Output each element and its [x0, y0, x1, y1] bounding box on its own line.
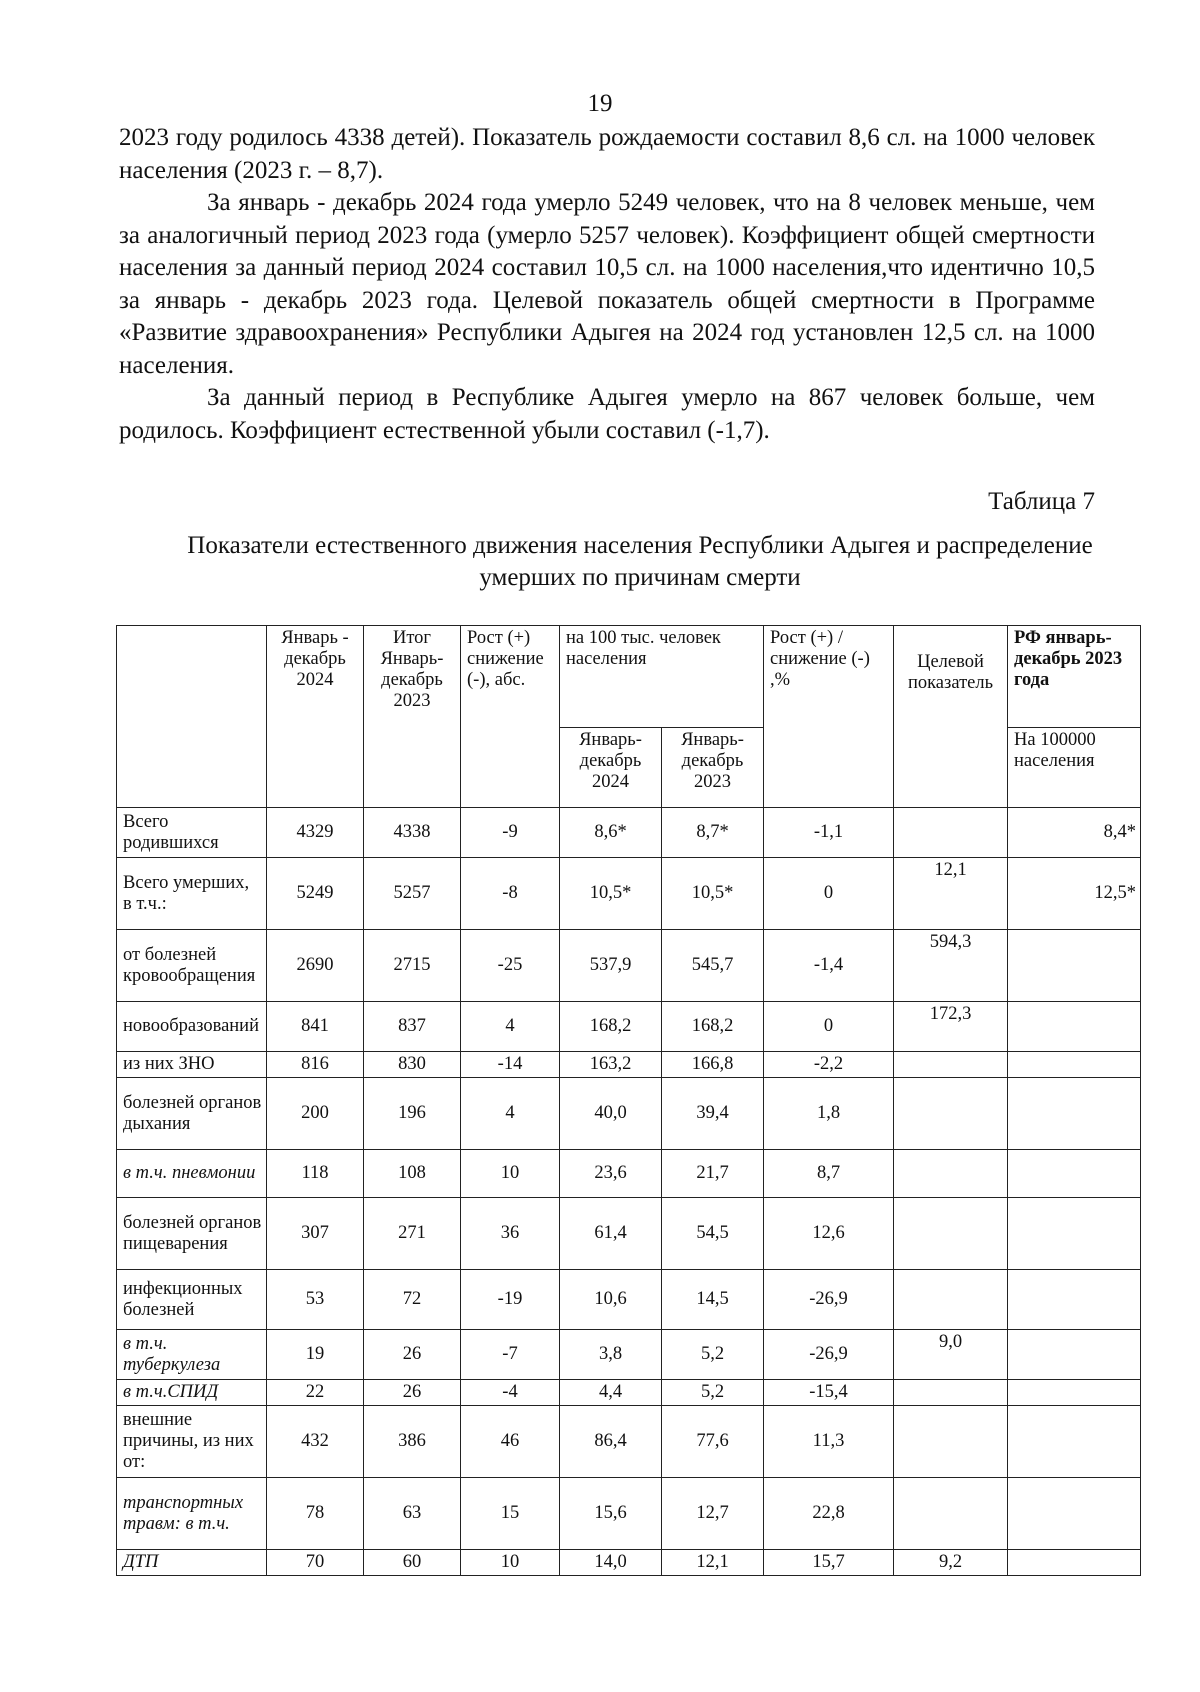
cell-target: 9,0 — [894, 1330, 1008, 1380]
header-growth-pct: Рост (+) / снижение (-) ,% — [764, 626, 894, 808]
table-row — [117, 1270, 1141, 1330]
cell-growth-pct: -2,2 — [764, 1052, 894, 1078]
cell-rf: 8,4* — [1008, 808, 1141, 858]
cell-2023: 196 — [364, 1078, 461, 1150]
cell-2023: 63 — [364, 1478, 461, 1550]
cell-rate-2024: 86,4 — [560, 1406, 662, 1478]
cell-growth-abs: -9 — [461, 808, 560, 858]
row-label: инфекционных болезней — [117, 1270, 267, 1330]
cell-target: 594,3 — [894, 930, 1008, 1002]
cell-rf — [1008, 1406, 1141, 1478]
cell-rf — [1008, 1478, 1141, 1550]
cell-rate-2023: 12,7 — [662, 1478, 764, 1550]
table-title: Показатели естественного движения населения Республики Адыгея и распределение умерших по причинам смерти — [187, 532, 1093, 591]
row-label: от болезней кровообращения — [117, 930, 267, 1002]
cell-rate-2023: 12,1 — [662, 1550, 764, 1576]
cell-rate-2024: 14,0 — [560, 1550, 662, 1576]
page-number: 19 — [587, 90, 613, 117]
paragraph-natural-decline: За данный период в Республике Адыгея умерло на 867 человек больше, чем родилось. Коэффициент естественной убыли составил (-1,7). — [119, 384, 1095, 444]
row-label: в т.ч. туберкулеза — [117, 1330, 267, 1380]
header-rf-per-100k: На 100000 населения — [1008, 728, 1141, 808]
cell-rate-2024: 168,2 — [560, 1002, 662, 1052]
header-label-empty — [117, 626, 267, 808]
table-row — [117, 858, 1141, 930]
cell-target — [894, 1078, 1008, 1150]
cell-growth-pct: 12,6 — [764, 1198, 894, 1270]
cell-rate-2023: 54,5 — [662, 1198, 764, 1270]
cell-2023: 72 — [364, 1270, 461, 1330]
cell-growth-pct: -26,9 — [764, 1330, 894, 1380]
cell-rf — [1008, 1550, 1141, 1576]
cell-rate-2023: 77,6 — [662, 1406, 764, 1478]
row-label: ДТП — [117, 1550, 267, 1576]
header-jan-dec-2024: Январь - декабрь 2024 — [267, 626, 364, 808]
body-text — [119, 122, 1095, 447]
cell-rf — [1008, 1150, 1141, 1198]
cell-2024: 78 — [267, 1478, 364, 1550]
cell-growth-abs: -19 — [461, 1270, 560, 1330]
cell-growth-abs: 10 — [461, 1150, 560, 1198]
header-row-1 — [117, 626, 1141, 728]
cell-rate-2024: 10,5* — [560, 858, 662, 930]
table-row — [117, 1052, 1141, 1078]
cell-rate-2023: 166,8 — [662, 1052, 764, 1078]
cell-rate-2024: 10,6 — [560, 1270, 662, 1330]
cell-growth-pct: -1,1 — [764, 808, 894, 858]
cell-2024: 53 — [267, 1270, 364, 1330]
cell-growth-abs: -25 — [461, 930, 560, 1002]
cell-rate-2024: 61,4 — [560, 1198, 662, 1270]
cell-rate-2024: 163,2 — [560, 1052, 662, 1078]
cell-rf — [1008, 1078, 1141, 1150]
cell-target — [894, 1198, 1008, 1270]
cell-2024: 22 — [267, 1380, 364, 1406]
cell-rate-2023: 5,2 — [662, 1330, 764, 1380]
cell-target: 9,2 — [894, 1550, 1008, 1576]
header-growth-abs: Рост (+) снижение (-), абс. — [461, 626, 560, 808]
table-row — [117, 1078, 1141, 1150]
cell-rate-2023: 39,4 — [662, 1078, 764, 1150]
cell-rate-2023: 5,2 — [662, 1380, 764, 1406]
cell-2024: 200 — [267, 1078, 364, 1150]
cell-growth-abs: -4 — [461, 1380, 560, 1406]
table-row — [117, 808, 1141, 858]
cell-rate-2023: 545,7 — [662, 930, 764, 1002]
row-label: Всего умерших, в т.ч.: — [117, 858, 267, 930]
cell-growth-abs: -7 — [461, 1330, 560, 1380]
cell-rate-2024: 4,4 — [560, 1380, 662, 1406]
table-body — [117, 626, 1141, 1576]
cell-growth-abs: 4 — [461, 1078, 560, 1150]
cell-growth-abs: 46 — [461, 1406, 560, 1478]
cell-rf — [1008, 930, 1141, 1002]
cell-2024: 841 — [267, 1002, 364, 1052]
cell-growth-pct: 8,7 — [764, 1150, 894, 1198]
header-per-100k-2023: Январь-декабрь 2023 — [662, 728, 764, 808]
cell-2024: 19 — [267, 1330, 364, 1380]
cell-2024: 816 — [267, 1052, 364, 1078]
table-row — [117, 930, 1141, 1002]
cell-2023: 271 — [364, 1198, 461, 1270]
cell-2024: 118 — [267, 1150, 364, 1198]
cell-target — [894, 1150, 1008, 1198]
table-row — [117, 1380, 1141, 1406]
cell-growth-pct: -1,4 — [764, 930, 894, 1002]
cell-target — [894, 1052, 1008, 1078]
cell-growth-abs: 15 — [461, 1478, 560, 1550]
cell-growth-pct: 15,7 — [764, 1550, 894, 1576]
cell-growth-pct: 22,8 — [764, 1478, 894, 1550]
row-label: из них ЗНО — [117, 1052, 267, 1078]
cell-growth-abs: -8 — [461, 858, 560, 930]
cell-2023: 26 — [364, 1330, 461, 1380]
table-row — [117, 1330, 1141, 1380]
cell-rf — [1008, 1198, 1141, 1270]
row-label: в т.ч.СПИД — [117, 1380, 267, 1406]
cell-rate-2024: 23,6 — [560, 1150, 662, 1198]
header-target: Целевой показатель — [894, 626, 1008, 808]
cell-2023: 4338 — [364, 808, 461, 858]
paragraph-mortality: За январь - декабрь 2024 года умерло 5249 человек, что на 8 человек меньше, чем за аналогичный период 2023 года (умерло 5257 человек). Коэффициент общей смертности населения за данный период 2024 составил 10,5 сл. на 1000 населения,что идентично 10,5 за январь - декабрь 2023 года. Целевой показатель общей смертности в Программе «Развитие здравоохранения» Республики Адыгея на 2024 год установлен 12,5 сл. на 1000 населения. — [119, 189, 1095, 379]
row-label: новообразований — [117, 1002, 267, 1052]
header-per-100k-2024: Январь-декабрь 2024 — [560, 728, 662, 808]
cell-rate-2023: 10,5* — [662, 858, 764, 930]
table-row — [117, 1550, 1141, 1576]
table-row — [117, 1150, 1141, 1198]
cell-2023: 5257 — [364, 858, 461, 930]
table-row — [117, 1406, 1141, 1478]
cell-target — [894, 1270, 1008, 1330]
cell-growth-abs: 4 — [461, 1002, 560, 1052]
cell-2023: 26 — [364, 1380, 461, 1406]
cell-target — [894, 1406, 1008, 1478]
cell-growth-pct: 0 — [764, 1002, 894, 1052]
cell-rf — [1008, 1002, 1141, 1052]
cell-rate-2023: 21,7 — [662, 1150, 764, 1198]
cell-growth-abs: -14 — [461, 1052, 560, 1078]
cell-growth-abs: 36 — [461, 1198, 560, 1270]
cell-rate-2024: 40,0 — [560, 1078, 662, 1150]
cell-target — [894, 1380, 1008, 1406]
cell-target: 172,3 — [894, 1002, 1008, 1052]
row-label: Всего родившихся — [117, 808, 267, 858]
cell-rf — [1008, 1052, 1141, 1078]
cell-rate-2023: 14,5 — [662, 1270, 764, 1330]
cell-rf — [1008, 1270, 1141, 1330]
cell-2024: 5249 — [267, 858, 364, 930]
row-label: болезней органов пищеварения — [117, 1198, 267, 1270]
cell-rf — [1008, 1380, 1141, 1406]
cell-rate-2024: 15,6 — [560, 1478, 662, 1550]
table-caption: Таблица 7 — [988, 488, 1095, 515]
cell-growth-pct: 11,3 — [764, 1406, 894, 1478]
cell-2024: 70 — [267, 1550, 364, 1576]
table-row — [117, 1002, 1141, 1052]
cell-growth-pct: -26,9 — [764, 1270, 894, 1330]
cell-2023: 2715 — [364, 930, 461, 1002]
header-total-2023: Итог Январь-декабрь 2023 — [364, 626, 461, 808]
cell-2024: 307 — [267, 1198, 364, 1270]
cell-2023: 386 — [364, 1406, 461, 1478]
cell-rf — [1008, 1330, 1141, 1380]
cell-growth-pct: 0 — [764, 858, 894, 930]
header-per-100k: на 100 тыс. человек населения — [560, 626, 764, 728]
cell-2023: 837 — [364, 1002, 461, 1052]
row-label: в т.ч. пневмонии — [117, 1150, 267, 1198]
cell-rate-2024: 8,6* — [560, 808, 662, 858]
cell-rate-2024: 3,8 — [560, 1330, 662, 1380]
demographics-table — [116, 625, 1141, 1576]
row-label: внешние причины, из них от: — [117, 1406, 267, 1478]
row-label: транспортных травм: в т.ч. — [117, 1478, 267, 1550]
cell-growth-pct: 1,8 — [764, 1078, 894, 1150]
cell-growth-pct: -15,4 — [764, 1380, 894, 1406]
cell-target: 12,1 — [894, 858, 1008, 930]
cell-2024: 432 — [267, 1406, 364, 1478]
cell-2023: 830 — [364, 1052, 461, 1078]
table-row — [117, 1198, 1141, 1270]
paragraph-births: 2023 году родилось 4338 детей). Показатель рождаемости составил 8,6 сл. на 1000 человек населения (2023 г. – 8,7). — [119, 124, 1095, 184]
cell-growth-abs: 10 — [461, 1550, 560, 1576]
cell-target — [894, 808, 1008, 858]
cell-2023: 108 — [364, 1150, 461, 1198]
cell-rf: 12,5* — [1008, 858, 1141, 930]
cell-target — [894, 1478, 1008, 1550]
cell-rate-2024: 537,9 — [560, 930, 662, 1002]
row-label: болезней органов дыхания — [117, 1078, 267, 1150]
table-row — [117, 1478, 1141, 1550]
cell-rate-2023: 8,7* — [662, 808, 764, 858]
header-rf: РФ январь-декабрь 2023 года — [1008, 626, 1141, 728]
cell-2023: 60 — [364, 1550, 461, 1576]
cell-2024: 4329 — [267, 808, 364, 858]
cell-rate-2023: 168,2 — [662, 1002, 764, 1052]
cell-2024: 2690 — [267, 930, 364, 1002]
